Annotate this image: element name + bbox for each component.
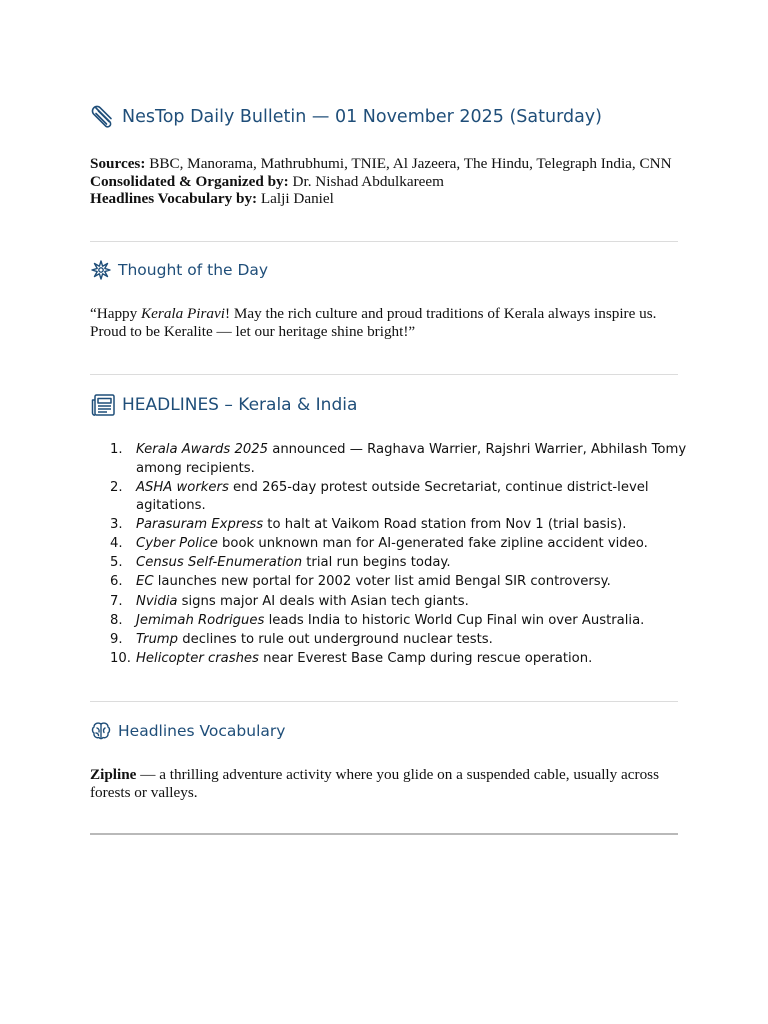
- headline-item: [110, 631, 690, 650]
- headline-subject: Parasuram Express: [136, 517, 264, 533]
- headline-number: 5.: [110, 555, 123, 571]
- headline-subject: Helicopter crashes: [136, 650, 259, 666]
- vocab-definition: — a thrilling adventure activity where you glide on a suspended cable, usually across forests or valleys.: [90, 766, 659, 801]
- headline-number: 2.: [110, 479, 123, 495]
- headline-text: launches new portal for 2002 voter list amid Bengal SIR controversy.: [153, 574, 611, 590]
- divider: [90, 701, 678, 702]
- headline-number: 9.: [110, 631, 123, 647]
- headline-subject: Nvidia: [136, 593, 178, 609]
- headline-item: [110, 554, 690, 573]
- headline-text: book unknown man for AI-generated fake zipline accident video.: [217, 536, 648, 552]
- headline-subject: Cyber Police: [136, 536, 218, 552]
- headline-text: announced — Raghava Warrier, Rajshri Warrier, Abhilash Tomy among recipients.: [136, 442, 687, 476]
- organized-label: Consolidated & Organized by:: [90, 172, 289, 190]
- headline-subject: Trump: [136, 631, 179, 647]
- thought-title: Thought of the Day: [118, 261, 269, 279]
- headline-text: leads India to historic World Cup Final win over Australia.: [264, 612, 645, 628]
- bulletin-title: [90, 104, 602, 130]
- headline-number: 10.: [110, 650, 131, 666]
- headline-item: [110, 612, 690, 631]
- divider: [90, 241, 678, 242]
- vocab-by-label: Headlines Vocabulary by:: [90, 190, 258, 207]
- headline-text: trial run begins today.: [302, 555, 451, 571]
- thought-heading: [90, 259, 268, 281]
- headline-text: end 265-day protest outside Secretariat, continue district-level agitations.: [136, 479, 649, 514]
- bulletin-title-text: NesTop Daily Bulletin — 01 November 2025 (Saturday): [122, 107, 602, 127]
- headline-text: signs major AI deals with Asian tech giants.: [177, 593, 469, 609]
- headline-item: [110, 573, 690, 592]
- headline-text: declines to rule out underground nuclear tests.: [178, 631, 493, 647]
- headline-item: [110, 593, 690, 612]
- headline-item: [110, 441, 690, 478]
- headline-number: 1.: [110, 442, 123, 457]
- divider: [90, 374, 678, 375]
- sources-value: BBC, Manorama, Mathrubhumi, TNIE, Al Jazeera, The Hindu, Telegraph India, CNN: [149, 155, 672, 172]
- headlines-title: HEADLINES – Kerala & India: [122, 395, 358, 415]
- sources-label: Sources:: [90, 155, 146, 172]
- headline-item: [110, 516, 690, 535]
- thought-quote: [90, 305, 690, 341]
- paperclip-icon: [90, 104, 116, 130]
- vocab-term: Zipline: [90, 766, 137, 783]
- headline-subject: Jemimah Rodrigues: [136, 612, 265, 628]
- organized-line: [90, 173, 672, 191]
- divider-bottom: [90, 833, 678, 835]
- headline-number: 6.: [110, 574, 123, 590]
- headline-subject: Census Self-Enumeration: [136, 555, 303, 571]
- quote-emphasis: Kerala Piravi: [141, 305, 225, 322]
- vocabulary-heading: [90, 720, 285, 742]
- brain-icon: [90, 720, 112, 742]
- headline-number: 4.: [110, 536, 123, 552]
- headline-number: 7.: [110, 593, 123, 609]
- sparkle-burst-icon: [90, 259, 112, 281]
- headlines-list: [110, 441, 690, 669]
- vocab-by-value: Lalji Daniel: [260, 190, 334, 207]
- headline-number: 8.: [110, 612, 123, 628]
- vocabulary-entry: [90, 766, 690, 802]
- vocab-by-line: [90, 190, 672, 208]
- headline-item: [110, 650, 690, 669]
- headline-number: 3.: [110, 517, 123, 533]
- headline-text: near Everest Base Camp during rescue operation.: [258, 650, 593, 666]
- vocabulary-title: Headlines Vocabulary: [118, 722, 286, 740]
- quote-open: “Happy: [90, 305, 142, 322]
- headline-item: [110, 479, 690, 516]
- headline-item: [110, 535, 690, 554]
- organized-value: Dr. Nishad Abdulkareem: [292, 172, 444, 190]
- headline-subject: Kerala Awards 2025: [136, 442, 269, 457]
- headline-subject: EC: [136, 574, 154, 590]
- quote-rest: ! May the rich culture and proud traditions of Kerala always inspire us. Proud to be Keralite — let our heritage shine bright!”: [90, 305, 657, 340]
- headline-subject: ASHA workers: [136, 479, 229, 495]
- bulletin-meta: [90, 155, 672, 208]
- headline-text: to halt at Vaikom Road station from Nov 1 (trial basis).: [263, 517, 627, 533]
- newspaper-icon: [90, 392, 116, 418]
- headlines-heading: [90, 392, 357, 418]
- sources-line: [90, 155, 672, 173]
